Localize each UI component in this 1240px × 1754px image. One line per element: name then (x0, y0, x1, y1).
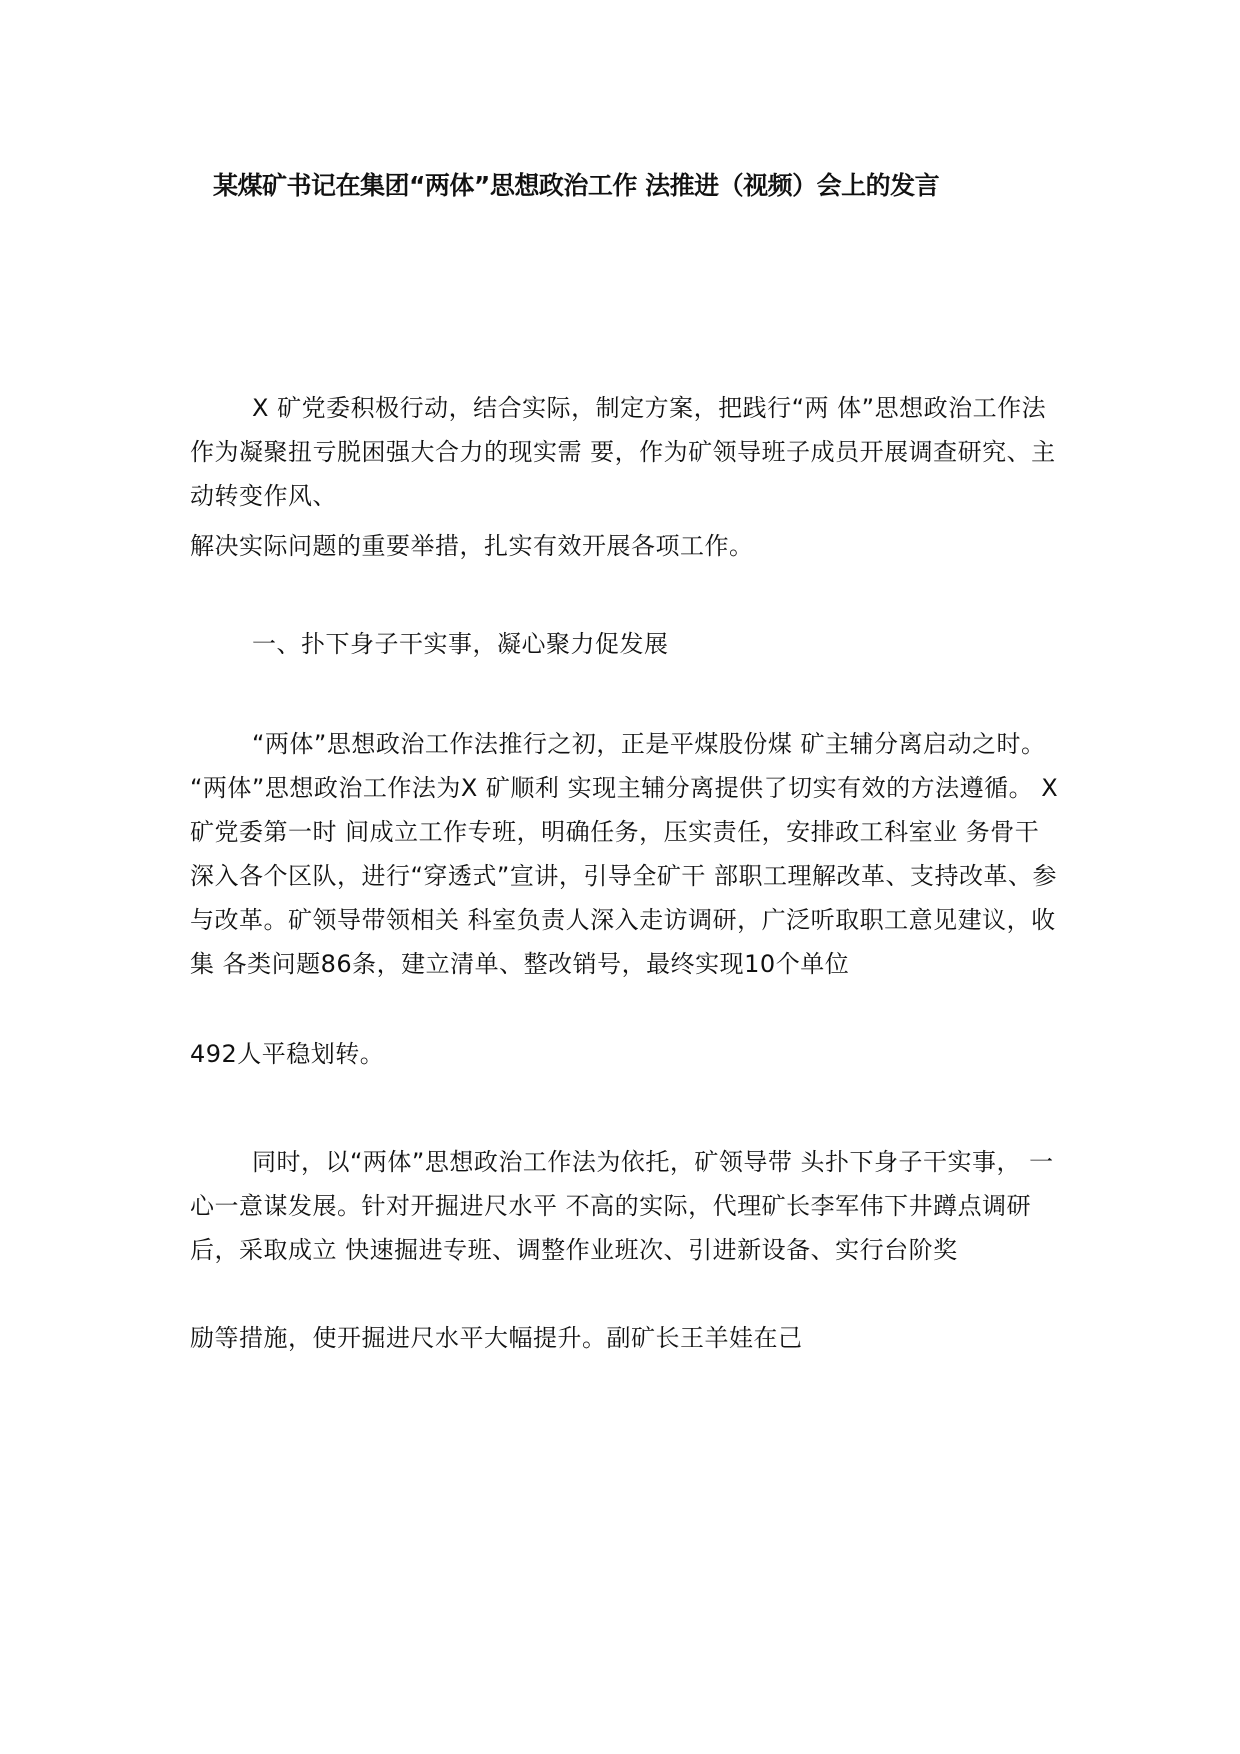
paragraph-text: “两体”思想政治工作法推行之初，正是平煤股份煤 矿主辅分离启动之时。 “两体”思想政治工作法为X 矿顺利 实现主辅分离提供了切实有效的方法遵循。 X 矿党委第一时 间成立工作专班，明确任务，压实责任，安排政工科室业 务骨干深入各个区队，进行“穿透式”宣讲，引导全矿干 部职工理解改革、支持改革、参与改革。矿领导带领相关 科室负责人深入走访调研，广泛听取职工意见建议，收集 各类问题86条，建立清单、整改销号，最终实现10个单位 (190, 730, 1059, 978)
paragraph-text: 492人平稳划转。 (190, 1040, 385, 1068)
paragraph-text: 解决实际问题的重要举措，扎实有效开展各项工作。 (190, 532, 754, 560)
paragraph-section-1 (190, 722, 1060, 986)
paragraph-intro-continued (190, 524, 1060, 568)
paragraph-section-2 (190, 1140, 1060, 1272)
paragraph-text: 同时，以“两体”思想政治工作法为依托，矿领导带 头扑下身子干实事， 一心一意谋发展。针对开掘进尺水平 不高的实际，代理矿长李军伟下井蹲点调研后，采取成立 快速掘进专班、调整作业班次、引进新设备、实行台阶奖 (190, 1148, 1054, 1264)
paragraph-intro (190, 386, 1060, 518)
document-title: 某煤矿书记在集团“两体”思想政治工作 法推进（视频）会上的发言 (213, 171, 940, 200)
section-heading-text: 一、扑下身子干实事，凝心聚力促发展 (252, 630, 669, 658)
section-heading (190, 622, 1060, 666)
paragraph-text: 励等措施，使开掘进尺水平大幅提升。副矿长王羊娃在己 (190, 1324, 803, 1352)
paragraph-section-2-continued (190, 1316, 1060, 1360)
paragraph-section-1-continued (190, 1032, 1060, 1076)
paragraph-text: X 矿党委积极行动，结合实际，制定方案，把践行“两 体”思想政治工作法作为凝聚扭亏脱困强大合力的现实需 要，作为矿领导班子成员开展调查研究、主动转变作风、 (190, 394, 1056, 510)
